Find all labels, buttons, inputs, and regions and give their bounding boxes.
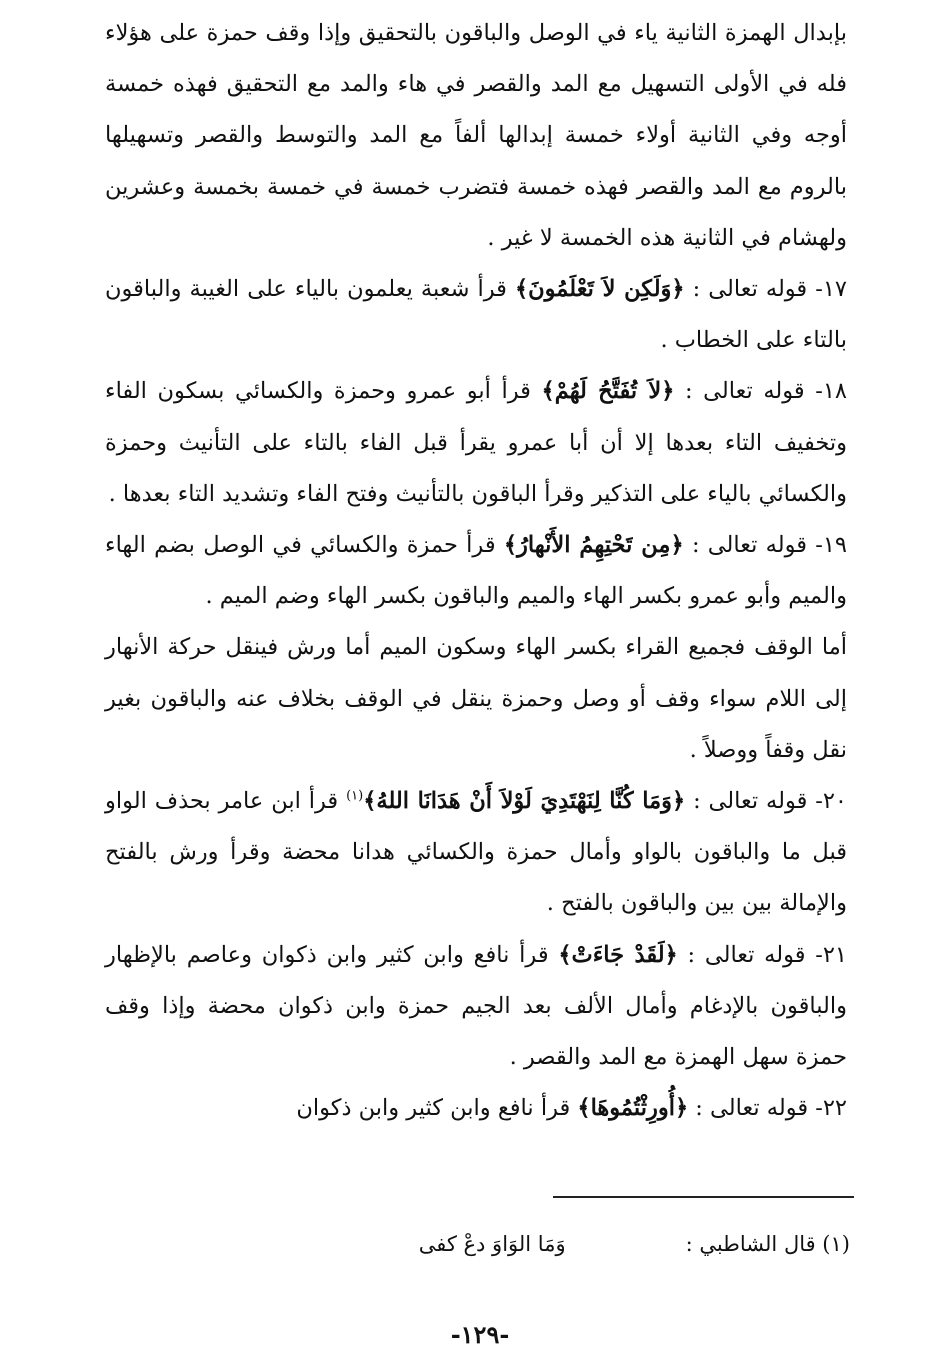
paragraph-text: قرأ نافع وابن كثير وابن ذكوان bbox=[296, 1095, 578, 1122]
paragraph bbox=[105, 1083, 847, 1134]
footnote-verse: وَمَا الوَاوَ دعْ كفى bbox=[418, 1232, 566, 1256]
quran-quote: ﴿وَمَا كُنَّا لِنَهْتَدِيَ لَوْلاَ أَنْ هَدَانَا اللهُ﴾ bbox=[363, 788, 686, 815]
footnote bbox=[419, 1224, 850, 1264]
paragraph-text: قرأ ابن عامر بحذف الواو قبل ما والباقون بالواو وأمال حمزة والكسائي هدانا محضة وقرأ ورش بالفتح والإمالة بين بين والباقون بالفتح . bbox=[105, 788, 848, 917]
paragraph bbox=[105, 930, 847, 1084]
quran-quote: ﴿لاَ تُفَتَّحُ لَهُمْ﴾ bbox=[541, 378, 675, 405]
footnote-label: (١) قال الشاطبي : bbox=[685, 1232, 850, 1256]
quran-quote: ﴿مِن تَحْتِهِمُ الأَنْهارُ﴾ bbox=[503, 532, 684, 559]
paragraph-text: أما الوقف فجميع القراء بكسر الهاء وسكون الميم أما ورش فينقل حركة الأنهار إلى اللام سواء وقف أو وصل وحمزة ينقل في الوقف بخلاف عنه والباقون بغير نقل وقفاً ووصلاً . bbox=[105, 634, 847, 763]
quran-quote: ﴿وَلَكِن لاَ تَعْلَمُونَ﴾ bbox=[514, 276, 685, 303]
paragraph bbox=[105, 776, 847, 930]
quran-quote: ﴿لَقَدْ جَاءَتْ﴾ bbox=[558, 941, 678, 968]
footnote-reference: (١) bbox=[346, 788, 364, 804]
paragraph bbox=[105, 520, 847, 622]
paragraph bbox=[105, 8, 847, 264]
paragraph-text: قرأ شعبة يعلمون بالياء على الغيبة والباقون بالتاء على الخطاب . bbox=[105, 276, 847, 354]
paragraph-text: قرأ حمزة والكسائي في الوصل بضم الهاء والميم وأبو عمرو بكسر الهاء والميم والباقون بكسر الهاء وضم الميم . bbox=[105, 532, 847, 610]
page-number: -١٢٩- bbox=[450, 1320, 510, 1349]
paragraph bbox=[105, 622, 847, 776]
verse-number-label: ٢٢- قوله تعالى : bbox=[688, 1095, 847, 1122]
verse-number-label: ٢٠- قوله تعالى : bbox=[685, 788, 847, 815]
paragraph-text: بإبدال الهمزة الثانية ياء في الوصل والباقون بالتحقيق وإذا وقف حمزة على هؤلاء فله في الأولى التسهيل مع المد والقصر في هاء والمد مع التحقيق فهذه خمسة أوجه وفي الثانية أولاء خمسة إبدالها ألفاً مع المد والتوسط والقصر وتسهيلها بالروم مع المد والقصر فهذه خمسة فتضرب خمسة في خمسة بخمسة وعشرين ولهشام في الثانية هذه الخمسة لا غير . bbox=[105, 20, 847, 251]
paragraph bbox=[105, 264, 847, 366]
paragraph bbox=[105, 366, 847, 520]
main-text bbox=[105, 8, 847, 1134]
paragraph-text: قرأ نافع وابن كثير وابن ذكوان وعاصم بالإظهار والباقون بالإدغام وأمال الألف بعد الجيم حمزة وابن ذكوان محضة وإذا وقف حمزة سهل الهمزة مع المد والقصر . bbox=[105, 941, 847, 1071]
verse-number-label: ١٩- قوله تعالى : bbox=[683, 532, 847, 559]
verse-number-label: ٢١- قوله تعالى : bbox=[677, 941, 848, 968]
paragraph-text: قرأ أبو عمرو وحمزة والكسائي بسكون الفاء وتخفيف التاء بعدها إلا أن أبا عمرو يقرأ قبل الفاء بالتاء على التأنيث وحمزة والكسائي بالياء على التذكير وقرأ الباقون بالتأنيث وفتح الفاء وتشديد التاء بعدها . bbox=[105, 378, 847, 507]
verse-number-label: ١٧- قوله تعالى : bbox=[684, 276, 847, 303]
quran-quote: ﴿أُورِثْتُمُوهَا﴾ bbox=[577, 1095, 689, 1122]
footnote-separator bbox=[553, 1196, 854, 1198]
verse-number-label: ١٨- قوله تعالى : bbox=[674, 378, 847, 405]
